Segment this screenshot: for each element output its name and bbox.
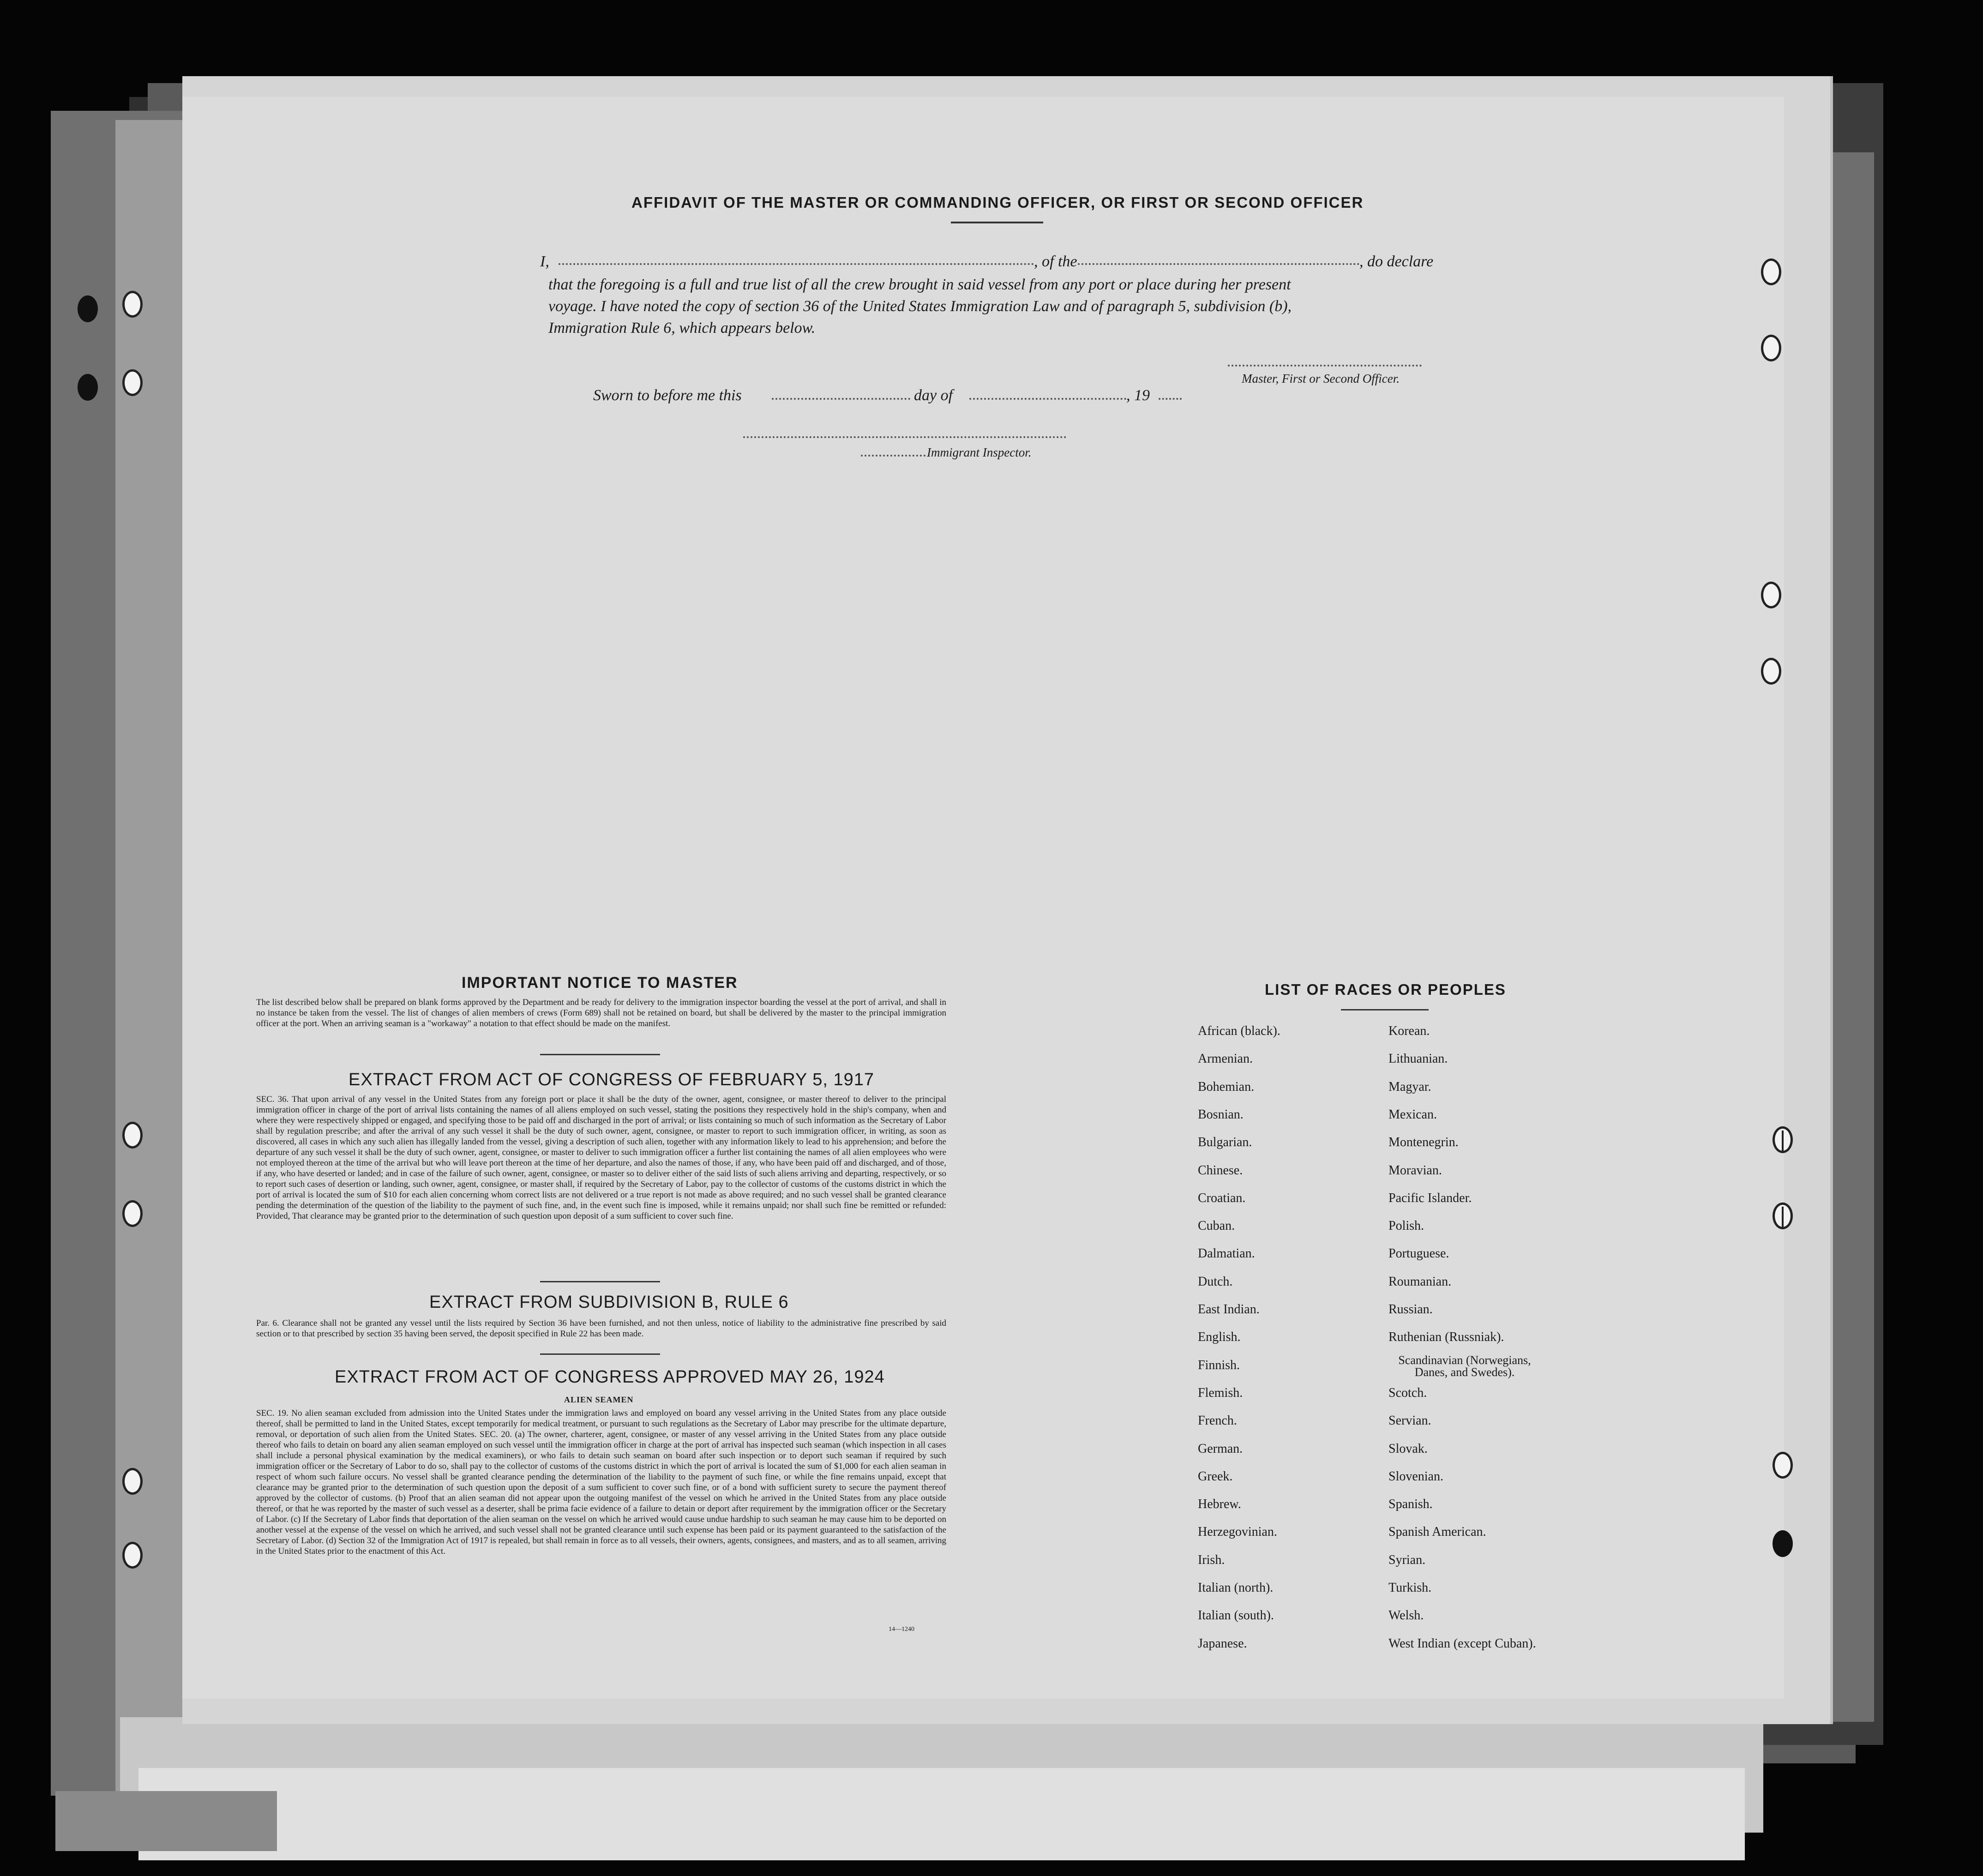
sworn-day-of: day of — [914, 387, 953, 404]
race-item: Roumanian. — [1388, 1274, 1452, 1289]
race-item: Syrian. — [1388, 1552, 1426, 1567]
extract-1917-title: EXTRACT FROM ACT OF CONGRESS OF FEBRUARY 5, 1917 — [349, 1070, 874, 1089]
race-item: Servian. — [1388, 1413, 1431, 1428]
punch-hole — [122, 1542, 143, 1569]
race-item: Scotch. — [1388, 1385, 1427, 1400]
race-item: Slovenian. — [1388, 1469, 1443, 1484]
punch-hole — [1761, 335, 1781, 361]
race-item: English. — [1198, 1330, 1241, 1345]
notice-body: The list described below shall be prepared on blank forms approved by the Department and be ready for delivery to the immigration inspector boarding the vessel at the port of arrival, and shall in no instance be taken from the vessel. The list of changes of alien members of crews (Form 689) shall not be retained on board, but shall be delivered by the master to the principal immigration officer at the port. When an arriving seaman is a "workaway" a notation to that effect should be made on the manifest. — [256, 998, 946, 1028]
race-item: Herzegovinian. — [1198, 1525, 1277, 1539]
divider — [540, 1353, 660, 1355]
race-item: Greek. — [1198, 1469, 1233, 1484]
race-item: Irish. — [1198, 1552, 1225, 1567]
race-item: Portuguese. — [1388, 1246, 1449, 1261]
race-item: Turkish. — [1388, 1581, 1432, 1595]
affidavit-title: AFFIDAVIT OF THE MASTER OR COMMANDING OFFICER, OR FIRST OR SECOND OFFICER — [631, 194, 1364, 211]
race-item: Dutch. — [1198, 1274, 1233, 1289]
race-item: Russian. — [1388, 1302, 1433, 1317]
race-item: Ruthenian (Russniak). — [1388, 1330, 1504, 1345]
signature-caption: Master, First or Second Officer. — [1242, 372, 1400, 385]
extract-rule6-title: EXTRACT FROM SUBDIVISION B, RULE 6 — [429, 1293, 789, 1312]
month-blank-line — [969, 398, 1126, 400]
vessel-blank-line — [1078, 263, 1359, 265]
race-item: Pacific Islander. — [1388, 1191, 1472, 1205]
punch-hole — [1761, 658, 1781, 685]
race-item: Bohemian. — [1198, 1079, 1255, 1094]
race-item: Japanese. — [1198, 1636, 1247, 1651]
race-item: Armenian. — [1198, 1052, 1253, 1066]
sworn-prefix: Sworn to before me this — [593, 387, 742, 404]
extract-1924-subtitle: ALIEN SEAMEN — [564, 1395, 634, 1404]
notice-title: IMPORTANT NOTICE TO MASTER — [462, 974, 738, 992]
punch-hole — [1761, 259, 1781, 285]
punch-hole — [78, 295, 98, 322]
race-item: Korean. — [1388, 1024, 1430, 1038]
race-item: Montenegrin. — [1388, 1135, 1459, 1150]
inspector-caption: Immigrant Inspector. — [927, 445, 1032, 459]
race-item: East Indian. — [1198, 1302, 1260, 1317]
race-item: Croatian. — [1198, 1191, 1246, 1205]
race-item: French. — [1198, 1413, 1237, 1428]
punch-hole — [1773, 1126, 1793, 1153]
punch-hole — [122, 1200, 143, 1227]
inspector-prefix-line — [861, 455, 925, 457]
race-item: Spanish. — [1388, 1497, 1433, 1512]
race-item: Bosnian. — [1198, 1107, 1244, 1122]
race-item: Finnish. — [1198, 1358, 1240, 1372]
name-blank-line — [559, 263, 1034, 265]
divider — [540, 1281, 660, 1282]
race-item: Magyar. — [1388, 1079, 1431, 1094]
race-item: Slovak. — [1388, 1441, 1428, 1456]
race-item: Mexican. — [1388, 1107, 1437, 1122]
extract-1924-body: SEC. 19. No alien seaman excluded from admission into the United States under the immigration laws and employed on board any vessel arriving in the United States from any place outside thereof, shall be permitted to land in the United States, except temporarily for medical treatment, or pursuant to such regulations as the Secretary of Labor may prescribe for the ultimate departure, removal, or deportation of such alien from the United States. SEC. 20. (a) The owner, charterer, agent, consignee, or master of any vessel arriving in the United States from any place outside thereof who fails to detain on board any alien seaman employed on such vessel until the immigration officer in charge at the port of arrival has inspected such seaman (which inspection in all cases shall include a personal physical examination by the medical examiners), or who fails to detain such seaman on board after such inspection or to deport such seaman if required by such immigration officer or the Secretary of Labor to do so, shall pay to the collector of customs of the customs district in which the port of arrival is located the sum of $1,000 for each alien seaman in respect of whom such failure occurs. No vessel shall be granted clearance pending the determination of the liability to the payment of such fine, or while the fine remains unpaid, except that clearance may be granted prior to the determination of such question upon the deposit of a sum sufficient to cover such fine, or of a bond with sufficient surety to secure the payment thereof approved by the collector of customs. (b) Proof that an alien seaman did not appear upon the outgoing manifest of the vessel on which he arrived in the United States from any place outside thereof, or that he was reported by the master of such vessel as a deserter, shall be prima facie evidence of a failure to detain or deport after requirement by the immigration officer or the Secretary of Labor. (c) If the Secretary of Labor finds that deportation of the alien seaman on the vessel on which he arrived would cause undue hardship to such seaman he may cause him to be deported on another vessel at the expense of the vessel on which he arrived, and such vessel shall not be granted clearance until such expense has been paid or its payment guaranteed to the satisfaction of the Secretary of Labor. (d) Section 32 of the Immigration Act of 1917 is repealed, but shall remain in force as to all vessels, their owners, agents, consignees, and masters, and as to all seamen, arriving in the United States prior to the enactment of this Act. — [256, 1408, 946, 1556]
affidavit-line-2: that the foregoing is a full and true list of all the crew brought in said vessel from any port or place during her present — [548, 276, 1291, 293]
race-item: Dalmatian. — [1198, 1246, 1255, 1261]
race-item: Spanish American. — [1388, 1525, 1486, 1539]
extract-rule6-body: Par. 6. Clearance shall not be granted any vessel until the lists required by Section 36 have been furnished, and not then unless, notice of liability to the administrative fine prescribed by said section or to that prescribed by section 35 having been served, the deposit specified in Rule 22 has been made. — [256, 1318, 946, 1339]
form-number: 14—1240 — [889, 1626, 914, 1633]
signature-blank-line — [1228, 365, 1422, 367]
inspector-signature-line — [743, 436, 1066, 438]
bottom-edge-sheet — [138, 1768, 1745, 1860]
extract-1917-body: SEC. 36. That upon arrival of any vessel in the United States from any foreign port or place it shall be the duty of the owner, agent, consignee, or master thereof to deliver to the principal immigration officer in charge of the port of arrival lists containing the names of all aliens employed on such vessel, stating the positions they respectively hold in the ship's company, when and where they were respectively shipped or engaged, and specifying those to be paid off and discharged in the port of arrival; or lists containing so much of such information as the Secretary of Labor shall by regulation prescribe; and after the arrival of any such vessel it shall be the duty of such owner, agent, consignee, or master to report to such immigration officer, in writing, as soon as discovered, all cases in which any such alien has illegally landed from the vessel, giving a description of such alien, together with any information likely to lead to his apprehension; and before the departure of any such vessel it shall be the duty of such owner, agent, consignee, or master to deliver to such immigration officer a further list containing the names of all alien employees who were not employed thereon at the time of the arrival but who will leave port thereon at the time of her departure, and also the names of those, if any, who have been paid off and discharged, and of those, if any, who have deserted or landed; and in case of the failure of such owner, agent, consignee, or master so to deliver either of the said lists of such aliens arriving and departing, respectively, or so to report such cases of desertion or landing, such owner, agent, consignee, or master shall, if required by the Secretary of Labor, pay to the collector of customs of the customs district in which the port of arrival is located the sum of $10 for each alien concerning whom correct lists are not delivered or a true report is not made as above required; and no such vessel shall be granted clearance pending the determination of the question of the liability to the payment of such fine, and, in the event such fine is imposed, while it remains unpaid; nor shall such fine be remitted or refunded: Provided, That clearance may be granted prior to the determination of such question upon deposit of a sum sufficient to cover such fine. — [256, 1094, 946, 1221]
affidavit-of-the-label: , of the — [1034, 253, 1077, 270]
race-item: West Indian (except Cuban). — [1388, 1636, 1536, 1651]
race-item: Moravian. — [1388, 1163, 1442, 1178]
punch-hole — [122, 1468, 143, 1495]
affidavit-declare-label: , do declare — [1359, 253, 1434, 270]
affidavit-line-4: Immigration Rule 6, which appears below. — [548, 319, 816, 337]
divider — [540, 1054, 660, 1055]
day-blank-line — [772, 398, 910, 400]
race-item: Cuban. — [1198, 1219, 1235, 1233]
race-item: German. — [1198, 1441, 1243, 1456]
race-item: Bulgarian. — [1198, 1135, 1252, 1150]
race-item: African (black). — [1198, 1024, 1280, 1038]
punch-hole — [1761, 582, 1781, 608]
sworn-year: , 19 — [1126, 387, 1150, 404]
race-item: Hebrew. — [1198, 1497, 1241, 1512]
punch-hole — [122, 1122, 143, 1148]
punch-hole — [1773, 1530, 1793, 1557]
affidavit-line-3: voyage. I have noted the copy of section 36 of the United States Immigration Law and of paragraph 5, subdivision (b), — [548, 298, 1292, 315]
race-item: Italian (north). — [1198, 1581, 1274, 1595]
year-blank-line — [1159, 398, 1182, 400]
punch-hole — [1773, 1203, 1793, 1229]
race-item: Welsh. — [1388, 1608, 1424, 1623]
races-title: LIST OF RACES OR PEOPLES — [1265, 981, 1506, 998]
race-item: Lithuanian. — [1388, 1052, 1448, 1066]
race-item: Chinese. — [1198, 1163, 1243, 1178]
race-item: Italian (south). — [1198, 1608, 1274, 1623]
race-item: Polish. — [1388, 1219, 1424, 1233]
divider — [951, 222, 1043, 223]
left-edge-sheet — [115, 120, 185, 1791]
race-item: Scandinavian (Norwegians, Danes, and Swedes). — [1398, 1353, 1531, 1379]
punch-hole — [122, 369, 143, 396]
bottom-edge-sheet — [55, 1791, 277, 1851]
affidavit-i-label: I, — [540, 253, 549, 270]
race-item: Flemish. — [1198, 1385, 1243, 1400]
extract-1924-title: EXTRACT FROM ACT OF CONGRESS APPROVED MAY 26, 1924 — [335, 1367, 885, 1387]
punch-hole — [78, 374, 98, 401]
divider — [1341, 1009, 1429, 1010]
punch-hole — [1773, 1452, 1793, 1479]
punch-hole — [122, 291, 143, 318]
